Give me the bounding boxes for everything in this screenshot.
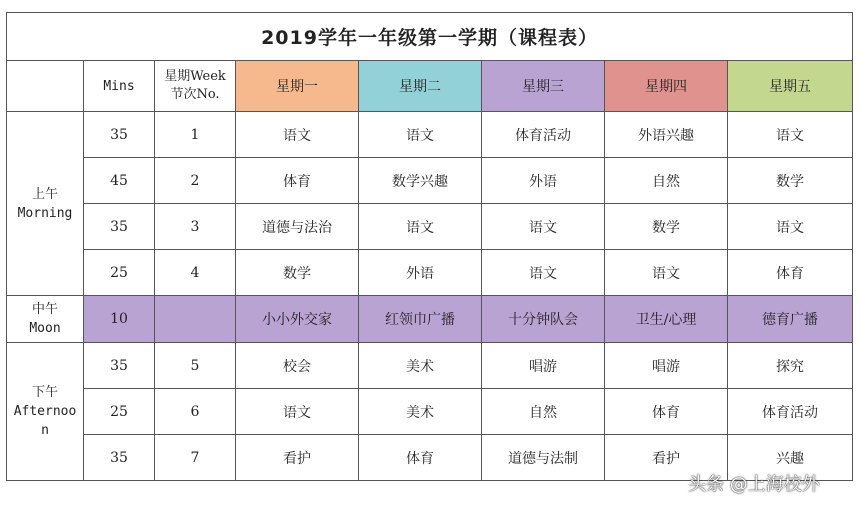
mins-header: Mins: [84, 61, 155, 112]
subject-cell: 语文: [359, 204, 482, 250]
session-label-line1: 中午: [31, 302, 58, 317]
subject-cell: 自然: [605, 158, 728, 204]
watermark: 头条 @上海校外: [688, 474, 820, 495]
subject-cell: 数学: [728, 158, 853, 204]
timetable: [6, 12, 853, 481]
session-label-line2: Morning: [17, 205, 73, 221]
subject-cell: 语文: [236, 112, 359, 158]
session-label-line3: n: [41, 423, 49, 438]
mins-cell: 35: [84, 112, 155, 158]
timetable-title: 2019学年一年级第一学期（课程表）: [7, 13, 853, 61]
period-cell: 1: [155, 112, 236, 158]
subject-cell: 十分钟队会: [482, 296, 605, 343]
mins-cell: 25: [84, 250, 155, 296]
period-cell: 6: [155, 389, 236, 435]
day-header-thu: 星期四: [605, 61, 728, 112]
subject-cell: 体育活动: [482, 112, 605, 158]
corner-cell: [7, 61, 84, 112]
mins-cell: 35: [84, 204, 155, 250]
subject-cell: 看护: [605, 435, 728, 481]
subject-cell: 语文: [359, 112, 482, 158]
subject-cell: 探究: [728, 343, 853, 389]
table-row: [7, 389, 853, 435]
noon-row: [7, 296, 853, 343]
subject-cell: 看护: [236, 435, 359, 481]
mins-cell: 35: [84, 343, 155, 389]
subject-cell: 数学兴趣: [359, 158, 482, 204]
subject-cell: 唱游: [605, 343, 728, 389]
subject-cell: 唱游: [482, 343, 605, 389]
subject-cell: 数学: [236, 250, 359, 296]
subject-cell: 卫生/心理: [605, 296, 728, 343]
period-cell: 2: [155, 158, 236, 204]
mins-cell: 25: [84, 389, 155, 435]
subject-cell: 语文: [482, 250, 605, 296]
subject-cell: 德育广播: [728, 296, 853, 343]
session-label-line2: Afternoo: [13, 404, 77, 419]
mins-cell: 10: [84, 296, 155, 343]
subject-cell: 体育: [728, 250, 853, 296]
subject-cell: 美术: [359, 389, 482, 435]
subject-cell: 外语: [482, 158, 605, 204]
subject-cell: 外语: [359, 250, 482, 296]
subject-cell: 语文: [728, 112, 853, 158]
period-cell: 7: [155, 435, 236, 481]
session-label-line1: 下午: [31, 385, 58, 400]
period-cell: [155, 296, 236, 343]
session-label-line1: 上午: [31, 186, 58, 202]
header-row: [7, 61, 853, 112]
subject-cell: 语文: [728, 204, 853, 250]
day-header-wed: 星期三: [482, 61, 605, 112]
subject-cell: 语文: [605, 250, 728, 296]
table-row: [7, 204, 853, 250]
timetable-sheet: [6, 12, 852, 492]
period-cell: 3: [155, 204, 236, 250]
subject-cell: 美术: [359, 343, 482, 389]
subject-cell: 体育: [605, 389, 728, 435]
subject-cell: 体育活动: [728, 389, 853, 435]
day-header-tue: 星期二: [359, 61, 482, 112]
subject-cell: 外语兴趣: [605, 112, 728, 158]
day-header-mon: 星期一: [236, 61, 359, 112]
session-label-line2: Moon: [29, 321, 61, 336]
mins-cell: 35: [84, 435, 155, 481]
subject-cell: 兴趣: [728, 435, 853, 481]
period-header-line1: 星期Week: [164, 69, 226, 84]
day-header-fri: 星期五: [728, 61, 853, 112]
subject-cell: 体育: [359, 435, 482, 481]
subject-cell: 道德与法制: [482, 435, 605, 481]
mins-cell: 45: [84, 158, 155, 204]
subject-cell: 体育: [236, 158, 359, 204]
session-label-noon: [7, 296, 84, 343]
table-row: [7, 343, 853, 389]
subject-cell: 小小外交家: [236, 296, 359, 343]
subject-cell: 语文: [482, 204, 605, 250]
subject-cell: 数学: [605, 204, 728, 250]
table-row: [7, 250, 853, 296]
subject-cell: 红领巾广播: [359, 296, 482, 343]
period-cell: 4: [155, 250, 236, 296]
session-label-morning: [7, 112, 84, 296]
subject-cell: 自然: [482, 389, 605, 435]
session-label-afternoon: [7, 343, 84, 481]
period-header-line2: 节次No.: [170, 87, 220, 102]
period-cell: 5: [155, 343, 236, 389]
subject-cell: 语文: [236, 389, 359, 435]
table-row: [7, 158, 853, 204]
table-row: [7, 112, 853, 158]
subject-cell: 校会: [236, 343, 359, 389]
period-header: [155, 61, 236, 112]
subject-cell: 道德与法治: [236, 204, 359, 250]
